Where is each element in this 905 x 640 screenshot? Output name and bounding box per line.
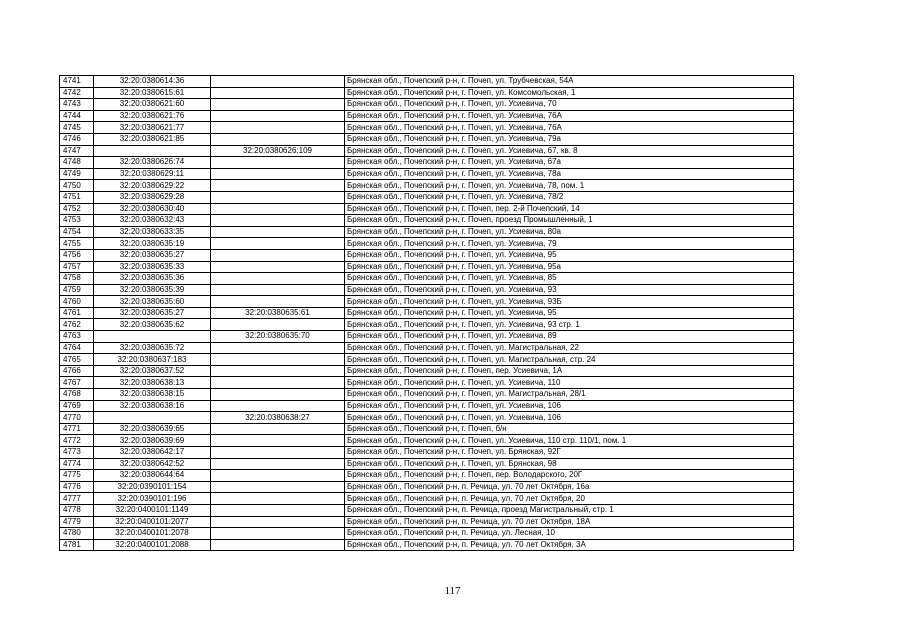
row-number-cell: 4758 <box>60 273 94 285</box>
table-row <box>60 203 794 215</box>
address-cell: Брянская обл., Почепский р-н, г. Почеп, ул. Усиевича, 89 <box>345 331 794 343</box>
row-number-cell: 4766 <box>60 365 94 377</box>
row-number-cell: 4767 <box>60 377 94 389</box>
address-cell: Брянская обл., Почепский р-н, г. Почеп, ул. Усиевича, 95а <box>345 261 794 273</box>
linked-cadastral-number-cell <box>211 435 345 447</box>
linked-cadastral-number-cell <box>211 99 345 111</box>
table-row <box>60 99 794 111</box>
row-number-cell: 4749 <box>60 168 94 180</box>
row-number-cell: 4751 <box>60 191 94 203</box>
cadastral-number-cell: 32:20:0380635:27 <box>94 307 211 319</box>
address-cell: Брянская обл., Почепский р-н, г. Почеп, пер. 2-й Почепский, 14 <box>345 203 794 215</box>
cadastral-number-cell: 32:20:0380642:52 <box>94 458 211 470</box>
row-number-cell: 4748 <box>60 157 94 169</box>
address-cell: Брянская обл., Почепский р-н, г. Почеп, ул. Усиевича, 106 <box>345 412 794 424</box>
table-row <box>60 412 794 424</box>
row-number-cell: 4759 <box>60 284 94 296</box>
linked-cadastral-number-cell <box>211 157 345 169</box>
linked-cadastral-number-cell: 32:20:0380635:70 <box>211 331 345 343</box>
linked-cadastral-number-cell <box>211 516 345 528</box>
table-row <box>60 377 794 389</box>
row-number-cell: 4741 <box>60 76 94 88</box>
linked-cadastral-number-cell <box>211 284 345 296</box>
linked-cadastral-number-cell <box>211 296 345 308</box>
row-number-cell: 4750 <box>60 180 94 192</box>
row-number-cell: 4770 <box>60 412 94 424</box>
cadastral-number-cell: 32:20:0380621:77 <box>94 122 211 134</box>
address-cell: Брянская обл., Почепский р-н, п. Речица, ул. 70 лет Октября, 16а <box>345 481 794 493</box>
table-row <box>60 87 794 99</box>
linked-cadastral-number-cell <box>211 133 345 145</box>
table-row <box>60 539 794 551</box>
linked-cadastral-number-cell <box>211 203 345 215</box>
linked-cadastral-number-cell <box>211 365 345 377</box>
address-cell: Брянская обл., Почепский р-н, г. Почеп, ул. Усиевича, 93 стр. 1 <box>345 319 794 331</box>
address-cell: Брянская обл., Почепский р-н, г. Почеп, проезд Промышленный, 1 <box>345 215 794 227</box>
page-number: 117 <box>444 585 461 597</box>
cadastral-number-cell <box>94 145 211 157</box>
row-number-cell: 4779 <box>60 516 94 528</box>
cadastral-number-cell: 32:20:0390101:154 <box>94 481 211 493</box>
cadastral-number-cell: 32:20:0380642:17 <box>94 447 211 459</box>
cadastral-number-cell: 32:20:0400101:2078 <box>94 528 211 540</box>
cadastral-number-cell: 32:20:0380621:60 <box>94 99 211 111</box>
row-number-cell: 4746 <box>60 133 94 145</box>
cadastral-number-cell: 32:20:0380633:35 <box>94 226 211 238</box>
linked-cadastral-number-cell <box>211 319 345 331</box>
cadastral-number-cell: 32:20:0380629:22 <box>94 180 211 192</box>
linked-cadastral-number-cell <box>211 76 345 88</box>
row-number-cell: 4753 <box>60 215 94 227</box>
table-row <box>60 226 794 238</box>
row-number-cell: 4768 <box>60 389 94 401</box>
row-number-cell: 4764 <box>60 342 94 354</box>
table-row <box>60 307 794 319</box>
row-number-cell: 4763 <box>60 331 94 343</box>
address-cell: Брянская обл., Почепский р-н, г. Почеп, ул. Усиевича, 95 <box>345 249 794 261</box>
table-row <box>60 168 794 180</box>
address-cell: Брянская обл., Почепский р-н, г. Почеп, ул. Усиевича, 95 <box>345 307 794 319</box>
address-cell: Брянская обл., Почепский р-н, г. Почеп, ул. Усиевича, 70 <box>345 99 794 111</box>
address-cell: Брянская обл., Почепский р-н, г. Почеп, ул. Комсомольская, 1 <box>345 87 794 99</box>
row-number-cell: 4742 <box>60 87 94 99</box>
table-row <box>60 145 794 157</box>
address-cell: Брянская обл., Почепский р-н, п. Речица, проезд Магистральный, стр. 1 <box>345 504 794 516</box>
cadastral-number-cell: 32:20:0380635:33 <box>94 261 211 273</box>
linked-cadastral-number-cell <box>211 400 345 412</box>
address-cell: Брянская обл., Почепский р-н, г. Почеп, ул. Брянская, 98 <box>345 458 794 470</box>
row-number-cell: 4772 <box>60 435 94 447</box>
cadastral-number-cell <box>94 412 211 424</box>
linked-cadastral-number-cell <box>211 377 345 389</box>
linked-cadastral-number-cell <box>211 481 345 493</box>
table-row <box>60 180 794 192</box>
table-row <box>60 296 794 308</box>
row-number-cell: 4761 <box>60 307 94 319</box>
linked-cadastral-number-cell <box>211 539 345 551</box>
linked-cadastral-number-cell <box>211 389 345 401</box>
linked-cadastral-number-cell <box>211 261 345 273</box>
table-row <box>60 284 794 296</box>
linked-cadastral-number-cell: 32:20:0380626:109 <box>211 145 345 157</box>
property-table <box>59 75 794 551</box>
cadastral-number-cell: 32:20:0380635:36 <box>94 273 211 285</box>
row-number-cell: 4778 <box>60 504 94 516</box>
table-row <box>60 273 794 285</box>
cadastral-number-cell: 32:20:0380644:64 <box>94 470 211 482</box>
table-row <box>60 249 794 261</box>
table-body <box>60 76 794 551</box>
address-cell: Брянская обл., Почепский р-н, г. Почеп, ул. Усиевича, 78, пом. 1 <box>345 180 794 192</box>
table-row <box>60 516 794 528</box>
table-row <box>60 493 794 505</box>
cadastral-number-cell <box>94 331 211 343</box>
linked-cadastral-number-cell <box>211 493 345 505</box>
row-number-cell: 4765 <box>60 354 94 366</box>
address-cell: Брянская обл., Почепский р-н, г. Почеп, ул. Трубчевская, 54А <box>345 76 794 88</box>
address-cell: Брянская обл., Почепский р-н, г. Почеп, ул. Усиевича, 76А <box>345 110 794 122</box>
cadastral-number-cell: 32:20:0400101:2077 <box>94 516 211 528</box>
cadastral-number-cell: 32:20:0380632:43 <box>94 215 211 227</box>
table-row <box>60 389 794 401</box>
address-cell: Брянская обл., Почепский р-н, п. Речица, ул. Лесная, 10 <box>345 528 794 540</box>
table-row <box>60 458 794 470</box>
cadastral-number-cell: 32:20:0380637:183 <box>94 354 211 366</box>
cadastral-number-cell: 32:20:0380639:69 <box>94 435 211 447</box>
cadastral-number-cell: 32:20:0380635:62 <box>94 319 211 331</box>
linked-cadastral-number-cell <box>211 447 345 459</box>
linked-cadastral-number-cell <box>211 354 345 366</box>
table-row <box>60 400 794 412</box>
cadastral-number-cell: 32:20:0380638:16 <box>94 400 211 412</box>
address-cell: Брянская обл., Почепский р-н, г. Почеп, ул. Усиевича, 110 <box>345 377 794 389</box>
table-row <box>60 122 794 134</box>
table-row <box>60 504 794 516</box>
linked-cadastral-number-cell <box>211 191 345 203</box>
address-cell: Брянская обл., Почепский р-н, г. Почеп, б/н <box>345 423 794 435</box>
cadastral-number-cell: 32:20:0380635:39 <box>94 284 211 296</box>
table-row <box>60 215 794 227</box>
table-row <box>60 331 794 343</box>
linked-cadastral-number-cell <box>211 87 345 99</box>
linked-cadastral-number-cell <box>211 458 345 470</box>
address-cell: Брянская обл., Почепский р-н, г. Почеп, ул. Брянская, 92Г <box>345 447 794 459</box>
cadastral-number-cell: 32:20:0400101:2088 <box>94 539 211 551</box>
cadastral-number-cell: 32:20:0380638:15 <box>94 389 211 401</box>
address-cell: Брянская обл., Почепский р-н, г. Почеп, ул. Усиевича, 85 <box>345 273 794 285</box>
linked-cadastral-number-cell <box>211 342 345 354</box>
linked-cadastral-number-cell <box>211 110 345 122</box>
row-number-cell: 4774 <box>60 458 94 470</box>
table-row <box>60 481 794 493</box>
row-number-cell: 4756 <box>60 249 94 261</box>
linked-cadastral-number-cell <box>211 528 345 540</box>
cadastral-number-cell: 32:20:0380638:13 <box>94 377 211 389</box>
cadastral-number-cell: 32:20:0380621:76 <box>94 110 211 122</box>
row-number-cell: 4775 <box>60 470 94 482</box>
address-cell: Брянская обл., Почепский р-н, п. Речица, ул. 70 лет Октября, 18А <box>345 516 794 528</box>
cadastral-number-cell: 32:20:0380614:36 <box>94 76 211 88</box>
row-number-cell: 4752 <box>60 203 94 215</box>
linked-cadastral-number-cell <box>211 122 345 134</box>
address-cell: Брянская обл., Почепский р-н, г. Почеп, ул. Усиевича, 93 <box>345 284 794 296</box>
table-row <box>60 528 794 540</box>
linked-cadastral-number-cell <box>211 504 345 516</box>
address-cell: Брянская обл., Почепский р-н, г. Почеп, пер. Усиевича, 1А <box>345 365 794 377</box>
linked-cadastral-number-cell <box>211 215 345 227</box>
address-cell: Брянская обл., Почепский р-н, г. Почеп, ул. Магистральная, 22 <box>345 342 794 354</box>
row-number-cell: 4744 <box>60 110 94 122</box>
row-number-cell: 4776 <box>60 481 94 493</box>
table-row <box>60 261 794 273</box>
row-number-cell: 4743 <box>60 99 94 111</box>
address-cell: Брянская обл., Почепский р-н, г. Почеп, ул. Усиевича, 79а <box>345 133 794 145</box>
cadastral-number-cell: 32:20:0380629:11 <box>94 168 211 180</box>
address-cell: Брянская обл., Почепский р-н, г. Почеп, ул. Магистральная, 28/1 <box>345 389 794 401</box>
linked-cadastral-number-cell <box>211 226 345 238</box>
address-cell: Брянская обл., Почепский р-н, г. Почеп, ул. Усиевича, 79 <box>345 238 794 250</box>
table-row <box>60 319 794 331</box>
row-number-cell: 4781 <box>60 539 94 551</box>
address-cell: Брянская обл., Почепский р-н, г. Почеп, ул. Усиевича, 80а <box>345 226 794 238</box>
cadastral-number-cell: 32:20:0380626:74 <box>94 157 211 169</box>
address-cell: Брянская обл., Почепский р-н, г. Почеп, ул. Усиевича, 106 <box>345 400 794 412</box>
row-number-cell: 4760 <box>60 296 94 308</box>
address-cell: Брянская обл., Почепский р-н, г. Почеп, ул. Усиевича, 67, кв. 8 <box>345 145 794 157</box>
row-number-cell: 4769 <box>60 400 94 412</box>
cadastral-number-cell: 32:20:0380629:28 <box>94 191 211 203</box>
cadastral-number-cell: 32:20:0380639:65 <box>94 423 211 435</box>
address-cell: Брянская обл., Почепский р-н, г. Почеп, ул. Усиевича, 78/2 <box>345 191 794 203</box>
row-number-cell: 4745 <box>60 122 94 134</box>
cadastral-number-cell: 32:20:0390101:196 <box>94 493 211 505</box>
cadastral-number-cell: 32:20:0400101:1149 <box>94 504 211 516</box>
table-row <box>60 423 794 435</box>
linked-cadastral-number-cell <box>211 168 345 180</box>
linked-cadastral-number-cell <box>211 238 345 250</box>
row-number-cell: 4780 <box>60 528 94 540</box>
table-row <box>60 238 794 250</box>
linked-cadastral-number-cell <box>211 249 345 261</box>
cadastral-number-cell: 32:20:0380635:60 <box>94 296 211 308</box>
address-cell: Брянская обл., Почепский р-н, г. Почеп, ул. Магистральная, стр. 24 <box>345 354 794 366</box>
address-cell: Брянская обл., Почепский р-н, г. Почеп, пер. Володарского, 20Г <box>345 470 794 482</box>
address-cell: Брянская обл., Почепский р-н, г. Почеп, ул. Усиевича, 110 стр. 110/1, пом. 1 <box>345 435 794 447</box>
row-number-cell: 4754 <box>60 226 94 238</box>
linked-cadastral-number-cell <box>211 423 345 435</box>
linked-cadastral-number-cell <box>211 470 345 482</box>
linked-cadastral-number-cell <box>211 180 345 192</box>
row-number-cell: 4773 <box>60 447 94 459</box>
cadastral-number-cell: 32:20:0380615:61 <box>94 87 211 99</box>
table-row <box>60 76 794 88</box>
linked-cadastral-number-cell: 32:20:0380638:27 <box>211 412 345 424</box>
table-row <box>60 435 794 447</box>
row-number-cell: 4762 <box>60 319 94 331</box>
row-number-cell: 4757 <box>60 261 94 273</box>
cadastral-number-cell: 32:20:0380635:27 <box>94 249 211 261</box>
table-row <box>60 354 794 366</box>
cadastral-number-cell: 32:20:0380635:19 <box>94 238 211 250</box>
address-cell: Брянская обл., Почепский р-н, г. Почеп, ул. Усиевича, 78а <box>345 168 794 180</box>
linked-cadastral-number-cell <box>211 273 345 285</box>
cadastral-number-cell: 32:20:0380621:85 <box>94 133 211 145</box>
table-row <box>60 133 794 145</box>
table-row <box>60 365 794 377</box>
table-row <box>60 447 794 459</box>
table-row <box>60 342 794 354</box>
table-row <box>60 157 794 169</box>
table-row <box>60 191 794 203</box>
row-number-cell: 4777 <box>60 493 94 505</box>
address-cell: Брянская обл., Почепский р-н, п. Речица, ул. 70 лет Октября, 3А <box>345 539 794 551</box>
address-cell: Брянская обл., Почепский р-н, г. Почеп, ул. Усиевича, 67а <box>345 157 794 169</box>
cadastral-number-cell: 32:20:0380630:40 <box>94 203 211 215</box>
row-number-cell: 4747 <box>60 145 94 157</box>
address-cell: Брянская обл., Почепский р-н, г. Почеп, ул. Усиевича, 93Б <box>345 296 794 308</box>
row-number-cell: 4771 <box>60 423 94 435</box>
linked-cadastral-number-cell: 32:20:0380635:61 <box>211 307 345 319</box>
row-number-cell: 4755 <box>60 238 94 250</box>
table-row <box>60 470 794 482</box>
table-row <box>60 110 794 122</box>
address-cell: Брянская обл., Почепский р-н, п. Речица, ул. 70 лет Октября, 20 <box>345 493 794 505</box>
address-cell: Брянская обл., Почепский р-н, г. Почеп, ул. Усиевича, 76А <box>345 122 794 134</box>
cadastral-number-cell: 32:20:0380635:72 <box>94 342 211 354</box>
cadastral-number-cell: 32:20:0380637:52 <box>94 365 211 377</box>
